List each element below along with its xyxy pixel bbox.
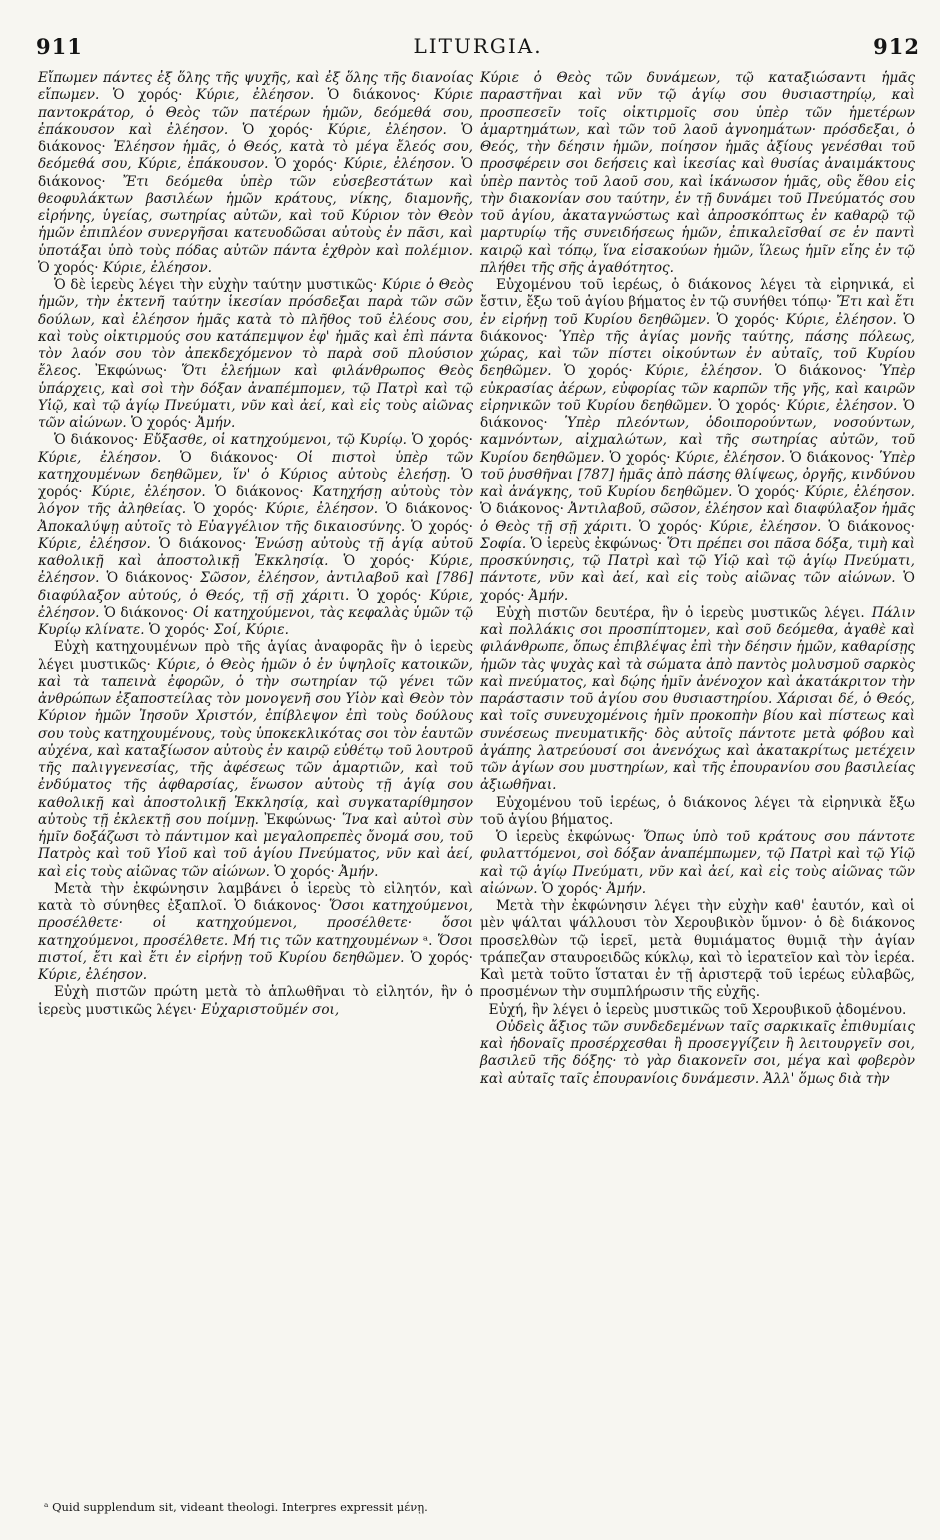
- italic-text-run: Ἵνα καὶ αὐτοὶ σὺν ἡμῖν δοξάζωσι τὸ πάντιμον καὶ μεγαλοπρεπὲς ὄνομά σου, τοῦ Πατρὸς καὶ τοῦ Υἱοῦ καὶ τοῦ ἁγίου Πνεύματος, νῦν καὶ ἀεί, καὶ εἰς τοὺς αἰῶνας τῶν αἰώνων.: [38, 811, 473, 880]
- italic-text-run: Ὅσοι κατηχούμενοι, προσέλθετε· οἱ κατηχούμενοι, προσέλθετε· ὅσοι κατηχούμενοι, προσέλθετε. Μή τις τῶν κατηχουμένων: [38, 898, 473, 949]
- italic-text-run: Κύριε, ἐλέησον.: [675, 449, 786, 466]
- italic-text-run: Κύριε παντοκράτορ, ὁ Θεὸς τῶν πατέρων ἡμῶν, δεόμεθά σου, ἐπάκουσον καὶ ἐλέησον.: [38, 87, 473, 138]
- text-run: Ὁ χορός·: [537, 880, 607, 897]
- paragraph: [480, 898, 915, 1002]
- text-run: Ὁ διάκονος·: [161, 449, 297, 466]
- text-run: Εὐχὴ πιστῶν πρώτη μετὰ τὸ ἁπλωθῆναι τὸ εἰλητόν, ἣν ὁ ἱερεὺς μυστικῶς λέγει·: [38, 984, 473, 1018]
- paragraph: [480, 1019, 915, 1088]
- text-run: Ὁ χορός·: [228, 121, 328, 138]
- text-run: Ὁ διάκονος·: [378, 501, 473, 518]
- right-text-column: [480, 70, 915, 1088]
- italic-text-run: Ἑνώσῃ αὐτοὺς τῇ ἁγίᾳ αὐτοῦ καθολικῇ καὶ ἀποστολικῇ Ἐκκλησίᾳ.: [38, 535, 473, 569]
- text-run: Ὁ χορός·: [480, 570, 915, 604]
- italic-text-run: Κύριε ὁ Θεὸς τῶν δυνάμεων, τῷ καταξιώσαντι ἡμᾶς παραστῆναι καὶ νῦν τῷ ἁγίῳ σου θυσιαστηρίῳ, καὶ προσπεσεῖν τοῖς οἰκτιρμοῖς σου ὑπὲρ τῶν ἡμετέρων ἁμαρτημάτων, καὶ τῶν τοῦ λαοῦ ἀγνοημάτων· πρόσδεξαι, ὁ Θεός, τὴν δέησιν ἡμῶν, ποίησον ἡμᾶς ἀξίους γενέσθαι τοῦ προσφέρειν σοι δεήσεις καὶ ἱκεσίας καὶ θυσίας ἀναιμάκτους ὑπὲρ παντὸς τοῦ λαοῦ σου, καὶ ἱκάνωσον ἡμᾶς, οὓς ἔθου εἰς τὴν διακονίαν σου ταύτην, ἐν τῇ δυνάμει τοῦ Πνεύματός σου τοῦ ἁγίου, ἀκαταγνώστως καὶ ἀπροσκόπτως ἐν καθαρῷ τῷ μαρτυρίῳ τῆς συνειδήσεως ἡμῶν, ἐπικαλεῖσθαί σε ἐν παντὶ καιρῷ καὶ τόπῳ, ἵνα εἰσακούων ἡμῶν, ἵλεως ἡμῖν εἴης ἐν τῷ πλήθει τῆς σῆς ἀγαθότητος.: [480, 70, 915, 276]
- italic-text-run: Κύριε, ἐλέησον.: [38, 449, 162, 466]
- italic-text-run: Ὑπὲρ τῆς ἁγίας μονῆς ταύτης, πάσης πόλεως, χώρας, καὶ τῶν πίστει οἰκούντων ἐν αὐταῖς, τοῦ Κυρίου δεηθῶμεν.: [480, 328, 915, 380]
- text-run: Εὐχομένου τοῦ ἱερέως, ὁ διάκονος λέγει τὰ εἰρηνικὰ ἔξω τοῦ ἁγίου βήματος.: [480, 794, 915, 828]
- text-run: Ὁ χορός·: [269, 863, 340, 880]
- italic-text-run: Σοί, Κύριε.: [213, 622, 289, 638]
- text-run: Ὁ χορός·: [406, 432, 474, 449]
- paragraph: [480, 605, 915, 795]
- italic-text-run: Κύριε ὁ Θεὸς ἡμῶν, τὴν ἐκτενῆ ταύτην ἱκεσίαν πρόσδεξαι παρὰ τῶν σῶν δούλων, καὶ ἐλέησον ἡμᾶς κατὰ τὸ πλῆθος τοῦ ἐλέους σου, καὶ τοὺς οἰκτιρμούς σου κατάπεμψον ἐφ' ἡμᾶς καὶ ἐπὶ πάντα τὸν λαόν σου τὸν ἀπεκδεχόμενον τὸ παρὰ σοῦ πλούσιον ἔλεος.: [38, 277, 473, 380]
- italic-text-run: Κατηχήσῃ αὐτοὺς τὸν λόγον τῆς ἀληθείας.: [38, 484, 473, 518]
- italic-text-run: Εὐχαριστοῦμέν σοι,: [201, 1001, 340, 1018]
- text-run: Ὁ χορός·: [404, 949, 473, 966]
- text-run: Ὁ χορός·: [631, 518, 710, 535]
- italic-text-run: Κύριε, ἐλέησον.: [38, 587, 473, 621]
- italic-text-run: Κύριε, ἐλέησον.: [195, 87, 315, 104]
- page-number-left: 911: [36, 34, 83, 59]
- paragraph: [480, 1002, 915, 1019]
- text-run: Ὁ διάκονος·: [821, 518, 915, 535]
- italic-text-run: Ἔτι δεόμεθα ὑπὲρ τῶν εὐσεβεστάτων καὶ θεοφυλάκτων βασιλέων ἡμῶν κράτους, νίκης, διαμονῆς, εἰρήνης, ὑγείας, σωτηρίας αὐτῶν, καὶ τοῦ Κύριον τὸν Θεὸν ἡμῶν ἐπιπλέον συνεργῆσαι κατευοδῶσαι αὐτοὺς ἐν πᾶσι, καὶ ὑποτάξαι ὑπὸ τοὺς πόδας αὐτῶν πάντα ἐχθρὸν καὶ πολέμιον.: [38, 173, 474, 259]
- text-run: Ὁ διάκονος·: [99, 570, 201, 587]
- italic-text-run: Ἀποκαλύψῃ αὐτοῖς τὸ Εὐαγγέλιον τῆς δικαιοσύνης.: [38, 518, 406, 535]
- text-run: Εὐχὴ πιστῶν δευτέρα, ἣν ὁ ἱερεὺς μυστικῶς λέγει.: [496, 604, 872, 621]
- text-run: Ὁ διάκονος·: [480, 397, 915, 431]
- paragraph: [38, 639, 473, 881]
- italic-text-run: Ἔτι καὶ ἔτι ἐν εἰρήνῃ τοῦ Κυρίου δεηθῶμεν.: [480, 294, 915, 328]
- text-run: Ὁ χορός·: [38, 466, 473, 500]
- text-run: Ὁ διάκονος·: [150, 535, 255, 552]
- paragraph: [38, 881, 473, 985]
- text-run: Μετὰ τὴν ἐκφώνησιν λέγει τὴν εὐχὴν καθ' ἑαυτόν, καὶ οἱ μὲν ψάλται ψάλλουσι τὸν Χερουβικὸν ὕμνον· ὁ δὲ διάκονος προσελθὼν τῷ ἱερεῖ, μετὰ θυμιάματος θυμιᾷ τὴν ἁγίαν τράπεζαν σταυροειδῶς κύκλῳ, καὶ τὸ ἱερατεῖον καὶ τὸν ἱερέα. Καὶ μετὰ τοῦτο ἵσταται ἐν τῇ ἀριστερᾷ τοῦ ἱερέως εὐλαβῶς, προσμένων τὴν συμπλήρωσιν τῆς εὐχῆς.: [480, 898, 915, 1001]
- text-run: Ὁ χορός·: [349, 587, 430, 604]
- text-run: Εὐχή, ἣν λέγει ὁ ἱερεὺς μυστικῶς τοῦ Χερουβικοῦ ᾀδομένου.: [488, 1001, 907, 1018]
- italic-text-run: Σοφία.: [480, 535, 527, 552]
- text-run: Μετὰ τὴν ἐκφώνησιν λαμβάνει ὁ ἱερεὺς τὸ εἰλητόν, καὶ κατὰ τὸ σύνηθες ἐξαπλοῖ. Ὁ διάκονος·: [38, 880, 473, 914]
- text-run: Ὁ χορός·: [604, 449, 676, 466]
- italic-text-run: Ὅσοι πιστοί, ἔτι καὶ ἔτι ἐν εἰρήνῃ τοῦ Κυρίου δεηθῶμεν.: [38, 932, 473, 966]
- text-run: Ὁ χορός·: [268, 156, 344, 173]
- italic-text-run: Σῶσον, ἐλέησον, ἀντιλαβοῦ καὶ [786] διαφύλαξον αὐτούς, ὁ Θεός, τῇ σῇ χάριτι.: [38, 570, 473, 604]
- text-run: Ὁ διάκονος·: [38, 156, 473, 190]
- italic-text-run: Οἱ πιστοὶ ὑπὲρ τῶν κατηχουμένων δεηθῶμεν, ἵν' ὁ Κύριος αὐτοὺς ἐλεήσῃ.: [38, 449, 474, 483]
- text-run: Ὁ χορός·: [38, 259, 103, 276]
- text-run: Ὁ διάκονος·: [314, 87, 434, 104]
- italic-text-run: Ἀντιλαβοῦ, σῶσον, ἐλέησον καὶ διαφύλαξον ἡμᾶς ὁ Θεὸς τῇ σῇ χάριτι.: [480, 501, 915, 535]
- italic-text-run: Κύριε, ἐλέησον.: [91, 484, 206, 500]
- italic-text-run: Ἀμήν.: [528, 587, 569, 604]
- italic-text-run: Ἀμήν.: [606, 880, 647, 897]
- italic-text-run: Κύριε, ἐλέησον.: [265, 501, 379, 518]
- italic-text-run: Εὔξασθε, οἱ κατηχούμενοι, τῷ Κυρίῳ.: [143, 432, 407, 449]
- text-run: Ὁ ἱερεὺς ἐκφώνως·: [526, 535, 667, 552]
- italic-text-run: Κύριε, ἐλέησον.: [804, 484, 915, 500]
- text-run: Ὁ χορός·: [551, 363, 646, 380]
- paragraph: [38, 70, 473, 277]
- text-run: Ὁ διάκονος·: [99, 604, 193, 621]
- italic-text-run: Κύριε, ἐλέησον.: [786, 397, 898, 414]
- text-run: Εὐχομένου τοῦ ἱερέως, ὁ διάκονος λέγει τὰ εἰρηνικά, εἰ ἔστιν, ἔξω τοῦ ἁγίου βήματος ἐν τῷ συνήθει τόπῳ·: [480, 277, 915, 311]
- italic-text-run: Κύριε, ἐλέησον.: [38, 967, 148, 983]
- italic-text-run: Οἱ κατηχούμενοι, τὰς κεφαλὰς ὑμῶν τῷ Κυρίῳ κλίνατε.: [38, 604, 473, 638]
- italic-text-run: Κύριε, ἐλέησον.: [785, 311, 897, 328]
- text-run: Ὁ χορός·: [112, 87, 196, 104]
- text-run: Ὁ διάκονος·: [54, 432, 144, 449]
- italic-text-run: Ὑπὲρ πλεόντων, ὁδοιπορούντων, νοσούντων, καμνόντων, αἰχμαλώτων, καὶ τῆς σωτηρίας αὐτῶν, τοῦ Κυρίου δεηθῶμεν.: [480, 415, 915, 466]
- text-run: Ὁ διάκονος·: [480, 311, 915, 345]
- page-number-right: 912: [873, 34, 920, 59]
- paragraph: [38, 984, 473, 1019]
- text-run: Ὁ χορός·: [328, 553, 430, 569]
- paragraph: [480, 70, 915, 277]
- italic-text-run: Ὅτι πρέπει σοι πᾶσα δόξα, τιμὴ καὶ προσκύνησις, τῷ Πατρὶ καὶ τῷ Υἱῷ καὶ τῷ ἁγίῳ Πνεύματι, πάντοτε, νῦν καὶ ἀεί, καὶ εἰς τοὺς αἰῶνας τῶν αἰώνων.: [480, 535, 915, 587]
- paragraph: [480, 795, 915, 830]
- italic-text-run: Ὑπὲρ εὐκρασίας ἀέρων, εὐφορίας τῶν καρπῶν τῆς γῆς, καὶ καιρῶν εἰρηνικῶν τοῦ Κυρίου δεηθῶμεν.: [480, 363, 915, 414]
- text-run: Ὁ διάκονος·: [205, 484, 313, 500]
- text-run: Ὁ δὲ ἱερεὺς λέγει τὴν εὐχὴν ταύτην μυστικῶς·: [54, 277, 383, 293]
- page-header: [36, 34, 920, 58]
- text-run: Ὁ χορός·: [126, 415, 196, 431]
- text-run: Ὁ διάκονος·: [38, 121, 473, 155]
- italic-text-run: Ὅπως ὑπὸ τοῦ κράτους σου πάντοτε φυλαττόμενοι, σοὶ δόξαν ἀναπέμπωμεν, τῷ Πατρὶ καὶ τῷ Υἱῷ καὶ τῷ ἁγίῳ Πνεύματι, νῦν καὶ ἀεί, καὶ εἰς τοὺς αἰῶνας τῶν αἰώνων.: [480, 829, 916, 897]
- italic-text-run: Κύριε, ὁ Θεὸς ἡμῶν ὁ ἐν ὑψηλοῖς κατοικῶν, καὶ τὰ ταπεινὰ ἐφορῶν, ὁ τὴν σωτηρίαν τῷ γένει τῶν ἀνθρώπων ἐξαποστείλας τὸν μονογενῆ σου Υἱὸν καὶ Θεὸν τὸν Κύριον ἡμῶν Ἰησοῦν Χριστόν, ἐπίβλεψον ἐπὶ τοὺς δούλους σου τοὺς κατηχουμένους, τοὺς ὑποκεκλικότας σοι τὸν ἑαυτῶν αὐχένα, καὶ καταξίωσον αὐτοὺς ἐν καιρῷ εὐθέτῳ τοῦ λουτροῦ τῆς παλιγγενεσίας, τῆς ἀφέσεως τῶν ἁμαρτιῶν, καὶ τοῦ ἐνδύματος τῆς ἀφθαρσίας, ἕνωσον αὐτοὺς τῇ ἁγίᾳ σου καθολικῇ καὶ ἀποστολικῇ Ἐκκλησίᾳ, καὶ συγκαταρίθμησον αὐτοὺς τῇ ἐκλεκτῇ σου ποίμνῃ.: [38, 656, 473, 828]
- text-run: Ὁ χορός·: [732, 484, 805, 500]
- running-title: LITURGIA.: [413, 34, 543, 58]
- italic-text-run: Κύριε, ἐλέησον.: [327, 121, 447, 138]
- italic-text-run: Κύριε, ἐλέησον.: [38, 553, 473, 587]
- italic-text-run: Εἴπωμεν πάντες ἐξ ὅλης τῆς ψυχῆς, καὶ ἐξ ὅλης τῆς διανοίας εἴπωμεν.: [38, 70, 473, 104]
- text-run: Ὁ διάκονος·: [480, 501, 569, 518]
- paragraph: [38, 432, 473, 639]
- italic-text-run: Κύριε, ἐλέησον.: [38, 535, 151, 552]
- text-run: Ὁ χορός·: [186, 501, 266, 518]
- text-run: Ὁ χορός·: [712, 397, 787, 414]
- text-run: Ὁ διάκονος·: [785, 449, 880, 466]
- text-run: Ὁ διάκονος·: [762, 363, 880, 380]
- text-run: Ἐκφώνως·: [258, 811, 342, 828]
- text-run: Εὐχὴ κατηχουμένων πρὸ τῆς ἁγίας ἀναφορᾶς ἣν ὁ ἱερεὺς λέγει μυστικῶς·: [38, 639, 473, 673]
- italic-text-run: Οὐδεὶς ἄξιος τῶν συνδεδεμένων ταῖς σαρκικαῖς ἐπιθυμίαις καὶ ἡδοναῖς προσέρχεσθαι ἢ προσεγγίζειν ἢ λειτουργεῖν σοι, βασιλεῦ τῆς δόξης· τὸ γὰρ διακονεῖν σοι, μέγα καὶ φοβερὸν καὶ αὐταῖς ταῖς ἐπουρανίοις δυνάμεσιν. Ἀλλ' ὅμως διὰ τὴν: [480, 1018, 915, 1087]
- italic-text-run: Ἀμήν.: [195, 415, 236, 431]
- italic-text-run: Κύριε, ἐλέησον.: [645, 363, 763, 380]
- text-run: ᵃ.: [418, 932, 438, 949]
- italic-text-run: Κύριε, ἐλέησον.: [102, 259, 212, 276]
- footnote: ᵃ Quid supplendum sit, videant theologi. Interpres expressit μένῃ.: [44, 1500, 428, 1514]
- left-text-column: [38, 70, 473, 1019]
- paragraph: [480, 277, 915, 605]
- text-run: Ὁ ἱερεὺς ἐκφώνως·: [496, 829, 644, 845]
- italic-text-run: Ὑπὲρ τοῦ ῥυσθῆναι [787] ἡμᾶς ἀπὸ πάσης θλίψεως, ὀργῆς, κινδύνου καὶ ἀνάγκης, τοῦ Κυρίου δεηθῶμεν.: [480, 449, 916, 500]
- italic-text-run: Ὅτι ἐλεήμων καὶ φιλάνθρωπος Θεὸς ὑπάρχεις, καὶ σοὶ τὴν δόξαν ἀναπέμπομεν, τῷ Πατρὶ καὶ τῷ Υἱῷ, καὶ τῷ ἁγίῳ Πνεύματι, νῦν καὶ ἀεί, καὶ εἰς τοὺς αἰῶνας τῶν αἰώνων.: [38, 363, 473, 431]
- italic-text-run: Κύριε, ἐλέησον.: [709, 518, 822, 535]
- italic-text-run: Ἀμήν.: [339, 863, 379, 880]
- italic-text-run: Ἐλέησον ἡμᾶς, ὁ Θεός, κατὰ τὸ μέγα ἔλεός σου, δεόμεθά σου, Κύριε, ἐπάκουσον.: [38, 139, 474, 173]
- text-run: Ὁ χορός·: [405, 518, 473, 535]
- text-run: Ἐκφώνως·: [81, 363, 182, 380]
- paragraph: [38, 277, 473, 432]
- paragraph: [480, 829, 915, 898]
- italic-text-run: Κύριε, ἐλέησον.: [343, 156, 455, 173]
- italic-text-run: Πάλιν καὶ πολλάκις σοι προσπίπτομεν, καὶ σοῦ δεόμεθα, ἀγαθὲ καὶ φιλάνθρωπε, ὅπως ἐπιβλέψας ἐπὶ τὴν δέησιν ἡμῶν, καθαρίσῃς ἡμῶν τὰς ψυχὰς καὶ τὰ σώματα ἀπὸ παντὸς μολυσμοῦ σαρκὸς καὶ πνεύματος, καὶ δῴης ἡμῖν ἀνένοχον καὶ ἀκατάκριτον τὴν παράστασιν τοῦ ἁγίου σου θυσιαστηρίου. Χάρισαι δέ, ὁ Θεός, καὶ τοῖς συνευχομένοις ἡμῖν προκοπὴν βίου καὶ πίστεως καὶ συνέσεως πνευματικῆς· δὸς αὐτοῖς πάντοτε μετὰ φόβου καὶ ἀγάπης λατρεύουσί σοι ἀνενόχως καὶ ἀκατακρίτως μετέχειν τῶν ἁγίων σου μυστηρίων, καὶ τῆς ἐπουρανίου σου βασιλείας ἀξιωθῆναι.: [480, 604, 915, 794]
- text-run: Ὁ χορός·: [710, 311, 786, 328]
- text-run: Ὁ χορός·: [144, 622, 214, 638]
